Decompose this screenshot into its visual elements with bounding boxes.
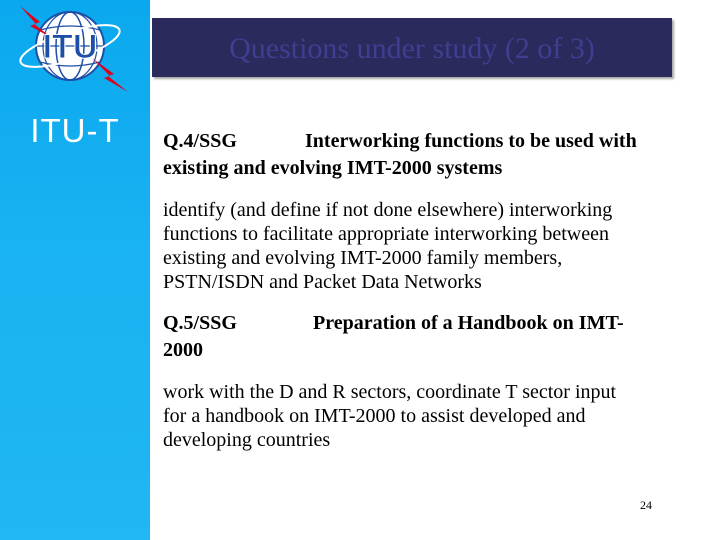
description-line: work with the D and R sectors, coordinate T sector input (163, 381, 617, 403)
description-line: for a handbook on IMT-2000 to assist developed and (163, 405, 586, 427)
question-heading (163, 310, 711, 364)
question-heading-line: 2000 (163, 339, 203, 361)
slide-title: Questions under study (2 of 3) (229, 32, 595, 65)
slide-content (163, 128, 711, 452)
question-heading (163, 128, 711, 182)
page-number: 24 (640, 498, 652, 512)
sidebar (0, 0, 150, 540)
description-line: PSTN/ISDN and Packet Data Networks (163, 271, 482, 293)
question-description (163, 198, 711, 294)
logo-text: ITU (42, 28, 98, 66)
sidebar-title: ITU-T (30, 112, 120, 149)
question-heading-line: Interworking functions to be used with (305, 130, 637, 152)
description-line: identify (and define if not done elsewhere) interworking (163, 199, 613, 221)
question-heading-line: Preparation of a Handbook on IMT- (313, 312, 624, 334)
question-id: Q.5/SSG (163, 312, 237, 334)
description-line: developing countries (163, 429, 331, 451)
itu-logo-icon (10, 0, 138, 100)
description-line: functions to facilitate appropriate interworking between (163, 223, 609, 245)
question-heading-line: existing and evolving IMT-2000 systems (163, 157, 503, 179)
description-line: existing and evolving IMT-2000 family members, (163, 247, 563, 269)
question-id: Q.4/SSG (163, 130, 237, 152)
title-bar (152, 18, 672, 77)
question-description (163, 380, 711, 452)
